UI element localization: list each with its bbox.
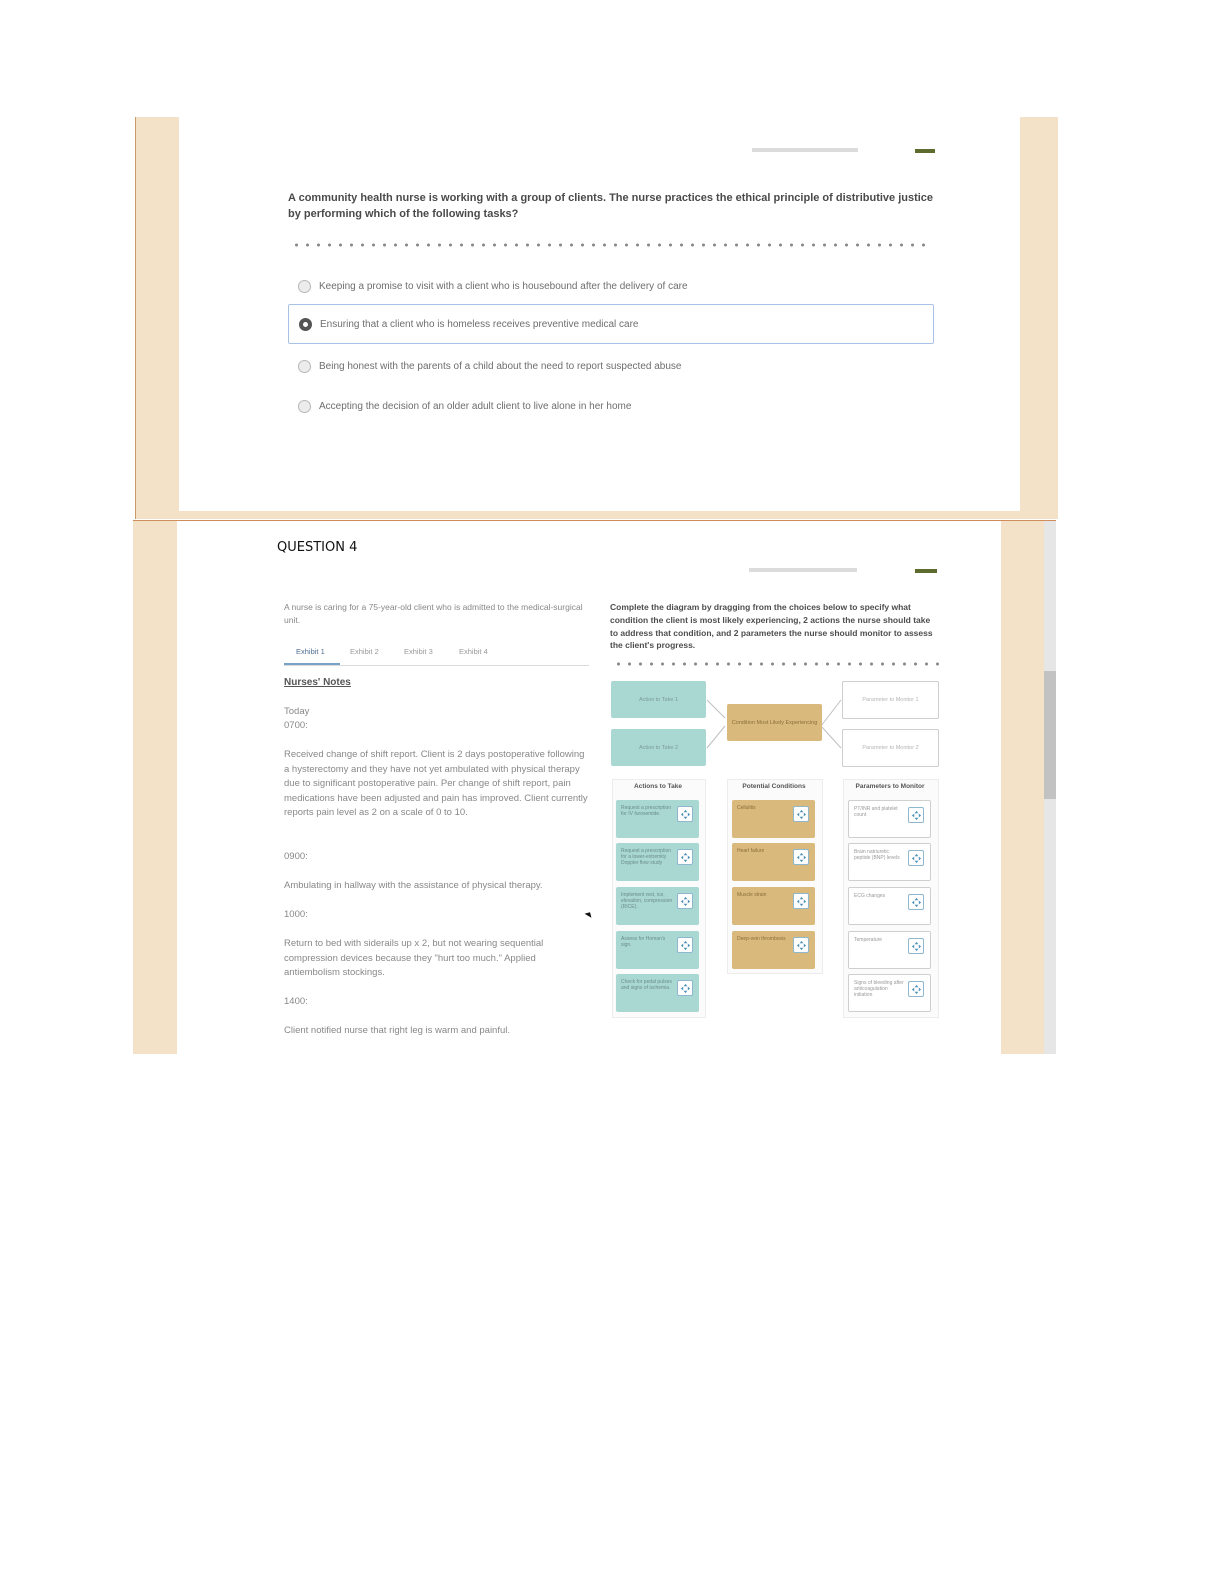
action-card[interactable] — [616, 843, 699, 881]
top-control-badge — [915, 149, 935, 153]
answer-option-text: Accepting the decision of an older adult client to live alone in her home — [319, 400, 632, 412]
card-text: Muscle strain — [737, 892, 767, 898]
radio-button-selected[interactable] — [299, 318, 312, 331]
answer-option-1[interactable] — [288, 266, 934, 306]
move-icon[interactable] — [793, 806, 809, 822]
move-icon[interactable] — [677, 849, 693, 865]
card-text: Heart failure — [737, 848, 765, 854]
answer-option-text: Ensuring that a client who is homeless receives preventive medical care — [320, 318, 639, 330]
action-card[interactable] — [616, 974, 699, 1012]
radio-button[interactable] — [298, 360, 311, 373]
card-text: Signs of bleeding after anticoagulation initiation — [854, 980, 904, 999]
condition-card[interactable] — [732, 931, 815, 969]
top-controls — [752, 148, 858, 152]
note-0900-text: Ambulating in hallway with the assistance of physical therapy. — [284, 880, 543, 891]
active-tab-indicator — [284, 663, 340, 665]
top-control-badge — [915, 569, 937, 573]
move-icon[interactable] — [908, 850, 924, 866]
answer-option-4[interactable] — [288, 386, 934, 426]
drop-zone-parameter-1[interactable]: Parameter to Monitor 1 — [842, 681, 939, 719]
note-time-1400: 1400: — [284, 996, 308, 1007]
parameter-card[interactable] — [848, 800, 931, 838]
condition-card[interactable] — [732, 887, 815, 925]
card-text: Assess for Homan's sign. — [621, 936, 666, 949]
tab-exhibit-3[interactable]: Exhibit 3 — [404, 647, 433, 656]
note-today: Today — [284, 706, 310, 717]
move-icon[interactable] — [908, 981, 924, 997]
tab-exhibit-1[interactable]: Exhibit 1 — [296, 647, 325, 656]
parameter-card[interactable] — [848, 887, 931, 925]
move-icon[interactable] — [908, 807, 924, 823]
note-1400-text: Client notified nurse that right leg is warm and painful. — [284, 1025, 511, 1036]
condition-card[interactable] — [732, 800, 815, 838]
radio-button[interactable] — [298, 400, 311, 413]
parameter-card[interactable] — [848, 974, 931, 1012]
move-icon[interactable] — [677, 893, 693, 909]
card-text: Request a prescription for a lower-extremity Doppler flow study — [621, 848, 672, 867]
move-icon[interactable] — [908, 938, 924, 954]
card-text: ECG changes — [854, 893, 886, 899]
drop-zone-condition[interactable]: Condition Most Likely Experiencing — [727, 704, 822, 741]
card-text: Request a prescription for IV furosemide. — [621, 805, 672, 818]
card-text: PT/INR and platelet count — [854, 806, 898, 819]
note-0700-text: Received change of shift report. Client is 2 days postoperative following a hysterectomy and they have not yet ambulated with physical therapy due to significant postoperative pain. Per change of shift report, pain medications have been adjusted and pain has improved. Client currently reports pain level as 2 on a scale of 0 to 10. — [284, 749, 588, 818]
note-time-1000: 1000: — [284, 909, 308, 920]
note-time-0700: 0700: — [284, 720, 308, 731]
parameter-card[interactable] — [848, 931, 931, 969]
condition-card[interactable] — [732, 843, 815, 881]
tab-exhibit-2[interactable]: Exhibit 2 — [350, 647, 379, 656]
question-3-screenshot — [135, 117, 1058, 519]
move-icon[interactable] — [677, 980, 693, 996]
tab-exhibit-4[interactable]: Exhibit 4 — [459, 647, 488, 656]
top-controls — [749, 568, 857, 572]
conditions-column-header: Potential Conditions — [742, 783, 806, 790]
dotted-divider — [613, 661, 939, 667]
scrollbar-thumb[interactable] — [1044, 671, 1056, 799]
note-time-0900: 0900: — [284, 851, 308, 862]
radio-button[interactable] — [298, 280, 311, 293]
answer-option-2[interactable] — [288, 304, 934, 344]
card-text: Deep-vein thrombosis — [737, 936, 786, 942]
answer-option-text: Being honest with the parents of a child about the need to report suspected abuse — [319, 360, 682, 372]
answer-option-text: Keeping a promise to visit with a client who is housebound after the delivery of care — [319, 280, 688, 292]
parameter-card[interactable] — [848, 843, 931, 881]
action-card[interactable] — [616, 931, 699, 969]
move-icon[interactable] — [677, 937, 693, 953]
move-icon[interactable] — [793, 849, 809, 865]
action-card[interactable] — [616, 887, 699, 925]
question-4-instruction: Complete the diagram by dragging from the choices below to specify what condition the client is most likely experiencing, 2 actions the nurse should take to address that condition, and 2 parameters the nurse should monitor to assess the client's progress. — [610, 602, 933, 651]
answer-option-3[interactable] — [288, 346, 934, 386]
question-4-intro: A nurse is caring for a 75-year-old client who is admitted to the medical-surgical unit. — [284, 602, 583, 625]
drop-zone-parameter-2[interactable]: Parameter to Monitor 2 — [842, 729, 939, 767]
note-1000-text: Return to bed with siderails up x 2, but not wearing sequential compression devices because they "hurt too much." Applied antiembolism stockings. — [284, 938, 544, 978]
question-4-label: QUESTION 4 — [277, 540, 358, 555]
dotted-divider — [291, 242, 931, 248]
move-icon[interactable] — [793, 893, 809, 909]
drop-zone-action-2[interactable]: Action to Take 2 — [611, 729, 706, 766]
card-text: Implement rest, ice, elevation, compression (RICE). — [621, 892, 673, 911]
parameters-column-header: Parameters to Monitor — [855, 783, 925, 790]
exhibit-tabs — [284, 643, 589, 666]
card-text: Cellulitis — [737, 805, 756, 811]
drop-zone-action-1[interactable]: Action to Take 1 — [611, 681, 706, 718]
move-icon[interactable] — [793, 937, 809, 953]
card-text: Brain natriuretic peptide (BNP) levels — [854, 849, 900, 862]
action-card[interactable] — [616, 800, 699, 838]
question-4-screenshot — [133, 520, 1056, 1054]
card-text: Check for pedal pulses and signs of ischemia. — [621, 979, 672, 992]
question-3-panel — [179, 117, 1020, 511]
move-icon[interactable] — [677, 806, 693, 822]
move-icon[interactable] — [908, 894, 924, 910]
nurses-notes-title: Nurses' Notes — [284, 677, 351, 688]
question-3-prompt: A community health nurse is working with a group of clients. The nurse practices the ethical principle of distributive justice by performing which of the following tasks? — [288, 192, 934, 220]
actions-column-header: Actions to Take — [634, 783, 682, 790]
card-text: Temperature — [854, 937, 883, 943]
